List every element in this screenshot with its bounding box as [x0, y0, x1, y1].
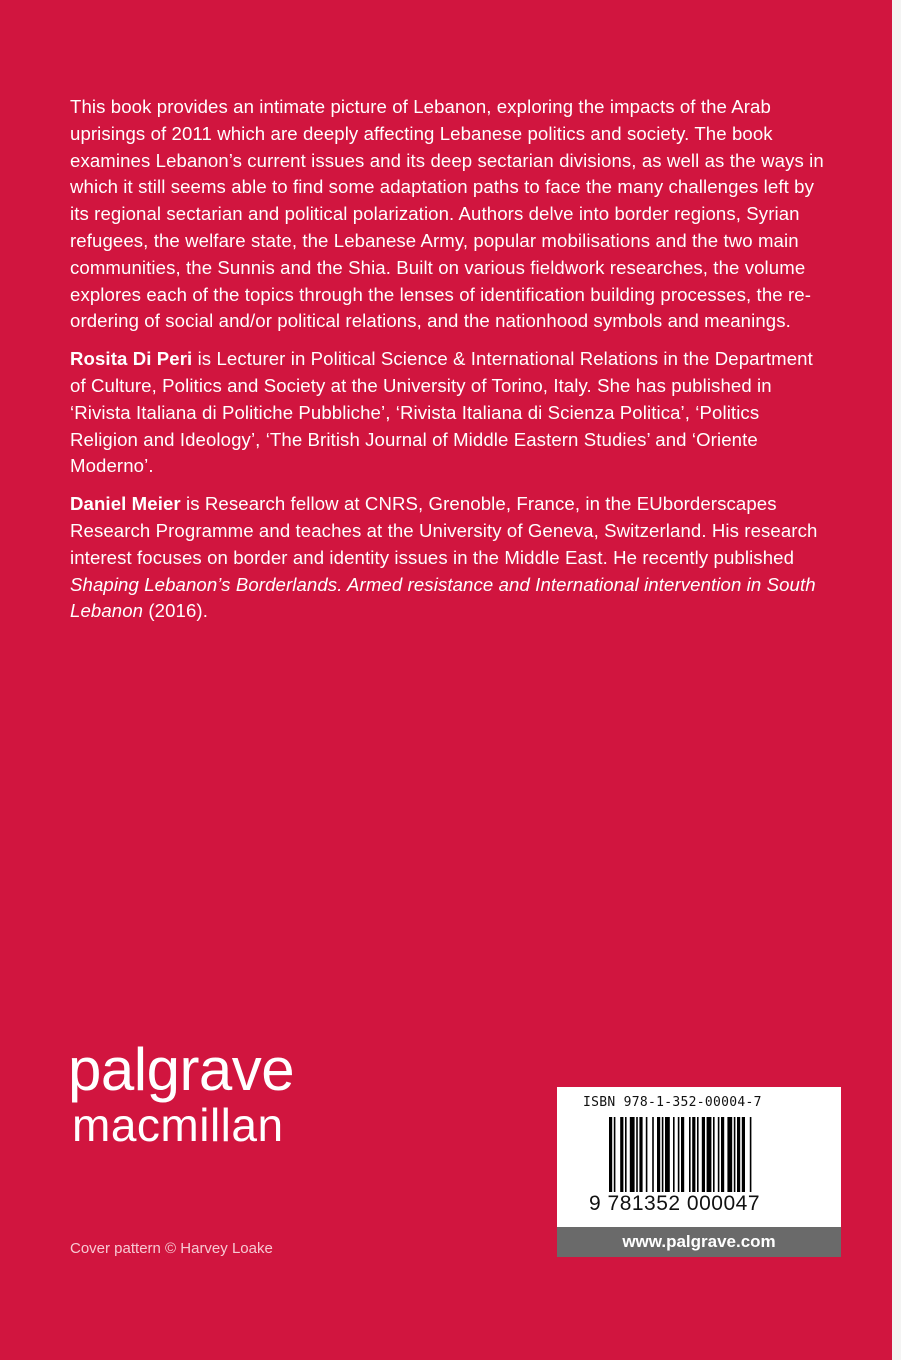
- page-edge: [892, 0, 901, 1360]
- publisher-logo: [68, 1036, 295, 1151]
- author-2-book-year: (2016).: [143, 600, 208, 622]
- author-name-1: Rosita Di Peri: [70, 348, 193, 370]
- publisher-logo-line2: macmillan: [72, 1099, 284, 1151]
- isbn-label: ISBN 978-1-352-00004-7: [583, 1095, 762, 1110]
- barcode-digits-text: 9 781352 000047: [589, 1192, 760, 1215]
- publisher-logo-line1: palgrave: [68, 1036, 295, 1103]
- publisher-website: www.palgrave.com: [557, 1227, 841, 1257]
- author-bio-1-text: is Lecturer in Political Science & International Relations in the Department of Culture, Politics and Society at the University of Torino, Italy. She has published in ‘Rivista Italiana di Politiche Pubbliche’, ‘Rivista Italiana di Scienza Politica’, ‘Politics Religion and Ideology’, ‘The British Journal of Middle Eastern Studies’ and ‘Oriente Moderno’.: [70, 348, 813, 477]
- barcode-digits: [587, 1192, 762, 1216]
- cover-credit: Cover pattern © Harvey Loake: [70, 1240, 273, 1257]
- author-bio-1: [70, 346, 830, 480]
- back-cover-text: [70, 94, 830, 636]
- author-bio-2: [70, 491, 830, 625]
- author-2-book-title: Shaping Lebanon’s Borderlands. Armed resistance and International intervention in South Lebanon: [70, 573, 816, 622]
- barcode-box: [557, 1087, 841, 1257]
- author-bio-2-text: is Research fellow at CNRS, Grenoble, France, in the EUborderscapes Research Programme and teaches at the University of Geneva, Switzerland. His research interest focuses on border and identity issues in the Middle East. He recently published: [70, 493, 818, 568]
- author-name-2: Daniel Meier: [70, 493, 181, 515]
- book-description: This book provides an intimate picture of Lebanon, exploring the impacts of the Arab uprisings of 2011 which are deeply affecting Lebanese politics and society. The book examines Lebanon’s current issues and its deep sectarian divisions, as well as the ways in which it still seems able to find some adaptation paths to face the many challenges left by its regional sectarian and political polarization. Authors delve into border regions, Syrian refugees, the welfare state, the Lebanese Army, popular mobilisations and the two main communities, the Sunnis and the Shia. Built on various fieldwork researches, the volume explores each of the topics through the lenses of identification building processes, the re-ordering of social and/or political relations, and the nationhood symbols and meanings.: [70, 96, 824, 332]
